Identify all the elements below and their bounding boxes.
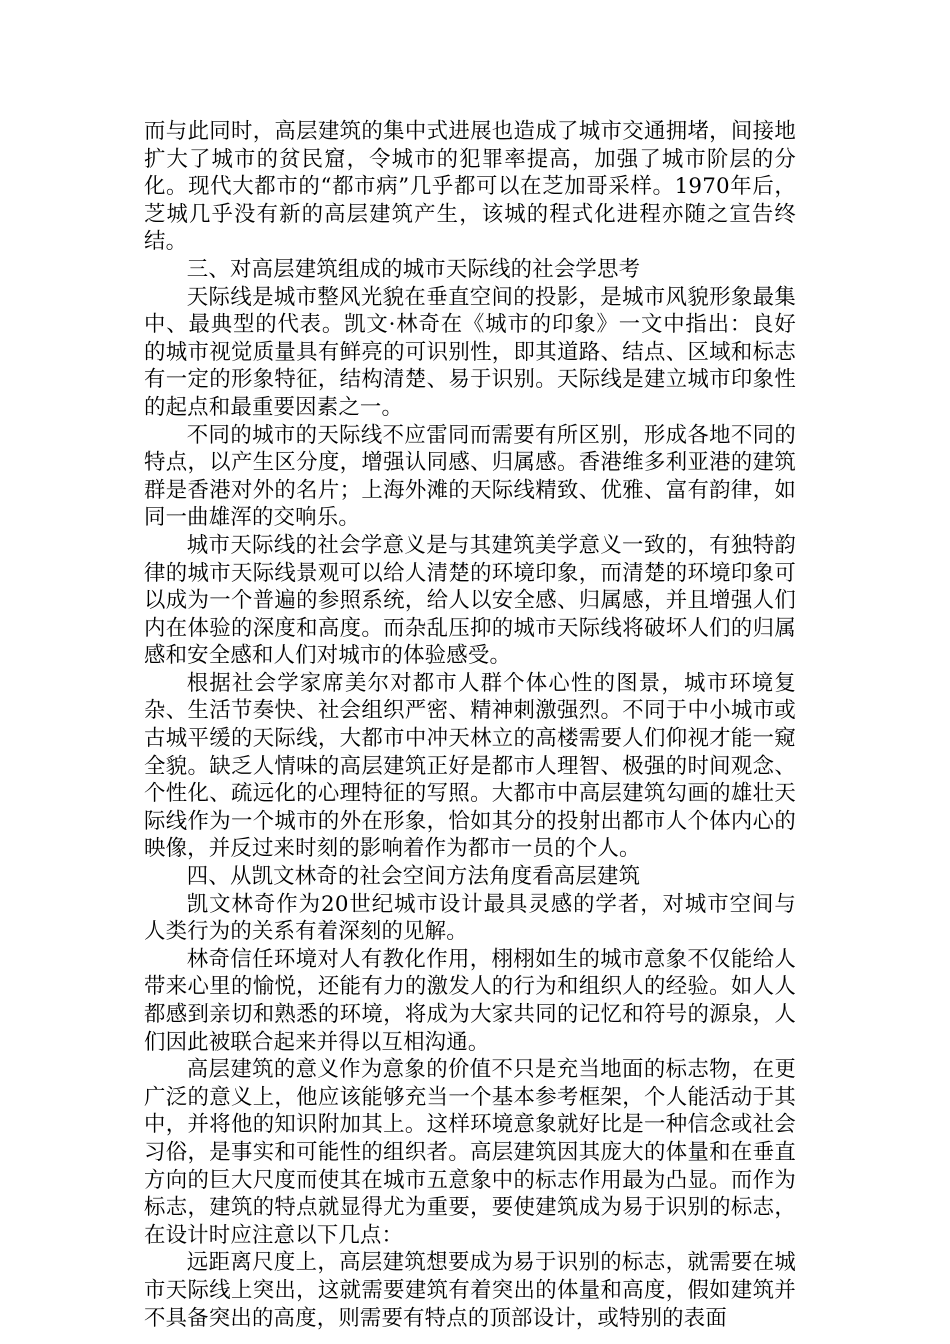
section-heading-three: 三、对高层建筑组成的城市天际线的社会学思考 xyxy=(186,256,641,282)
paragraph-lynch-environment: 林奇信任环境对人有教化作用，栩栩如生的城市意象不仅能给人带来心里的愉悦，还能有力的激发人的行为和组织人的经验。如人人都感到亲切和熟悉的环境，将成为大家共同的记忆和符号的源泉，人们因此被联合起来并得以互相沟通。 xyxy=(144,946,796,1055)
paragraph-chicago-decline: 而与此同时，高层建筑的集中式进展也造成了城市交通拥堵，间接地扩大了城市的贫民窟，令城市的犯罪率提高，加强了城市阶层的分化。现代大都市的“都市病”几乎都可以在芝加哥采样。1970年后，芝城几乎没有新的高层建筑产生，该城的程式化进程亦随之宣告终结。 xyxy=(144,119,796,255)
document-page xyxy=(144,118,796,1332)
paragraph-lynch-intro: 凯文林奇作为20世纪城市设计最具灵感的学者，对城市空间与人类行为的关系有着深刻的见解。 xyxy=(144,891,796,945)
paragraph-landmark-value: 高层建筑的意义作为意象的价值不只是充当地面的标志物，在更广泛的意义上，他应该能够充当一个基本参考框架，个人能活动于其中，并将他的知识附加其上。这样环境意象就好比是一种信念或社会习俗，是事实和可能性的组织者。高层建筑因其庞大的体量和在垂直方向的巨大尺度而使其在城市五意象中的标志作用最为凸显。而作为标志，建筑的特点就显得尤为重要，要使建筑成为易于识别的标志，在设计时应注意以下几点： xyxy=(144,1057,796,1248)
paragraph-skyline-sociology: 城市天际线的社会学意义是与其建筑美学意义一致的，有独特韵律的城市天际线景观可以给人清楚的环境印象，而清楚的环境印象可以成为一个普遍的参照系统，给人以安全感、归属感，并且增强人们内在体验的深度和高度。而杂乱压抑的城市天际线将破坏人们的归属感和安全感和人们对城市的体验感受。 xyxy=(144,532,796,669)
paragraph-long-distance-scale: 远距离尺度上，高层建筑想要成为易于识别的标志，就需要在城市天际线上突出，这就需要建筑有着突出的体量和高度，假如建筑并不具备突出的高度，则需要有特点的顶部设计，或特别的表面 xyxy=(144,1250,796,1331)
paragraph-skyline-definition: 天际线是城市整风光貌在垂直空间的投影，是城市风貌形象最集中、最典型的代表。凯文·林奇在《城市的印象》一文中指出：良好的城市视觉质量具有鲜亮的可识别性，即其道路、结点、区域和标志有一定的形象特征，结构清楚、易于识别。天际线是建立城市印象性的起点和最重要因素之一。 xyxy=(144,284,796,420)
paragraph-simmel-metropolis: 根据社会学家席美尔对都市人群个体心性的图景，城市环境复杂、生活节奏快、社会组织严密、精神刺激强烈。不同于中小城市或古城平缓的天际线，大都市中冲天林立的高楼需要人们仰视才能一窥全貌。缺乏人情味的高层建筑正好是都市人理智、极强的时间观念、个性化、疏远化的心理特征的写照。大都市中高层建筑勾画的雄壮天际线作为一个城市的外在形象，恰如其分的投射出都市人个体内心的映像，并反过来时刻的影响着作为都市一员的个人。 xyxy=(144,670,796,862)
section-heading-four: 四、从凯文林奇的社会空间方法角度看高层建筑 xyxy=(186,864,641,890)
paragraph-skyline-difference: 不同的城市的天际线不应雷同而需要有所区别，形成各地不同的特点，以产生区分度，增强认同感、归属感。香港维多利亚港的建筑群是香港对外的名片；上海外滩的天际线精致、优雅、富有韵律，如同一曲雄浑的交响乐。 xyxy=(144,422,796,531)
